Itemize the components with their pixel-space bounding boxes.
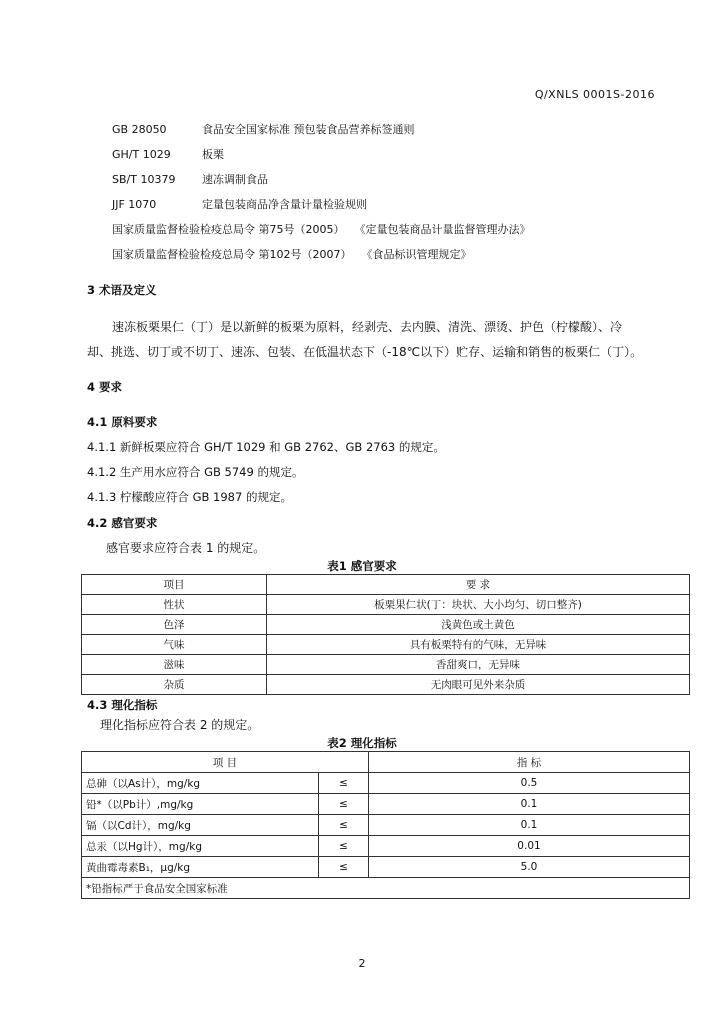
table-cell: 0.1	[369, 815, 690, 836]
table-cell: 香甜爽口，无异味	[267, 655, 690, 675]
table-header-cell: 项 目	[82, 752, 369, 773]
reference-title: 定量包装商品净含量计量检验规则	[202, 198, 367, 211]
table-cell: ≤	[319, 857, 369, 878]
table-row	[82, 675, 690, 695]
table-cell: 色泽	[82, 615, 267, 635]
table-cell: ≤	[319, 815, 369, 836]
document-code: Q/XNLS 0001S-2016	[534, 88, 655, 101]
table-row	[82, 595, 690, 615]
table-cell: 总砷（以As计），mg/kg	[82, 773, 319, 794]
requirement-item: 4.1.2 生产用水应符合 GB 5749 的规定。	[87, 465, 304, 479]
definition-paragraph-line: 速冻板栗果仁（丁）是以新鲜的板栗为原料，经剥壳、去内膜、清洗、漂烫、护色（柠檬酸）、冷	[112, 320, 623, 334]
table-cell: 性状	[82, 595, 267, 615]
table-cell: 黄曲霉毒素B₁，μg/kg	[82, 857, 319, 878]
section-heading: 4.3 理化指标	[87, 698, 158, 712]
reference-code: 国家质量监督检验检疫总局令 第75号（2005）	[112, 223, 345, 236]
table-cell: 0.01	[369, 836, 690, 857]
section-intro: 感官要求应符合表 1 的规定。	[106, 541, 266, 555]
table-cell: 无肉眼可见外来杂质	[267, 675, 690, 695]
table-cell: 5.0	[369, 857, 690, 878]
table-cell: 杂质	[82, 675, 267, 695]
table-caption: 表2 理化指标	[327, 736, 397, 750]
table-caption: 表1 感官要求	[327, 559, 397, 573]
reference-title: 食品安全国家标准 预包装食品营养标签通则	[202, 123, 415, 136]
table-cell: 总汞（以Hg计），mg/kg	[82, 836, 319, 857]
table-header-cell: 要 求	[267, 575, 690, 595]
reference-code: SB/T 10379	[112, 173, 176, 186]
table-cell: 具有板栗特有的气味，无异味	[267, 635, 690, 655]
section-heading: 3 术语及定义	[87, 283, 157, 297]
table-cell: 镉（以Cd计），mg/kg	[82, 815, 319, 836]
reference-line	[112, 146, 224, 162]
reference-line	[112, 121, 415, 137]
table-cell: 0.1	[369, 794, 690, 815]
table-row	[82, 794, 690, 815]
table-header-cell: 项目	[82, 575, 267, 595]
table-row	[82, 773, 690, 794]
table-header-cell: 指 标	[369, 752, 690, 773]
reference-title: 《定量包装商品计量监督管理办法》	[354, 223, 531, 236]
table-cell: 滋味	[82, 655, 267, 675]
section-heading: 4.2 感官要求	[87, 516, 158, 530]
physicochemical-indicators-table	[81, 751, 690, 899]
table-header-row	[82, 752, 690, 773]
table-cell: 浅黄色或土黄色	[267, 615, 690, 635]
table-header-row	[82, 575, 690, 595]
table-cell: ≤	[319, 836, 369, 857]
reference-line	[112, 171, 268, 187]
reference-title: 速冻调制食品	[202, 173, 268, 186]
table-row	[82, 635, 690, 655]
table-row	[82, 836, 690, 857]
sensory-requirements-table	[81, 574, 690, 695]
reference-title: 《食品标识管理规定》	[361, 248, 472, 261]
table-cell: ≤	[319, 773, 369, 794]
table-cell: 铅*（以Pb计）,mg/kg	[82, 794, 319, 815]
reference-code: 国家质量监督检验检疫总局令 第102号（2007）	[112, 248, 352, 261]
reference-line	[112, 196, 367, 212]
table-row	[82, 615, 690, 635]
table-note: *铅指标严于食品安全国家标准	[82, 878, 690, 899]
table-row	[82, 655, 690, 675]
table-row	[82, 815, 690, 836]
table-row	[82, 857, 690, 878]
table-cell: 气味	[82, 635, 267, 655]
reference-line	[112, 221, 531, 237]
reference-title: 板栗	[202, 148, 224, 161]
page-number: 2	[358, 957, 366, 970]
section-heading: 4.1 原料要求	[87, 415, 158, 429]
requirement-item: 4.1.3 柠檬酸应符合 GB 1987 的规定。	[87, 490, 292, 504]
table-cell: 板栗果仁状(丁：块状、大小均匀、切口整齐)	[267, 595, 690, 615]
table-cell: ≤	[319, 794, 369, 815]
reference-code: GB 28050	[112, 123, 167, 136]
reference-code: GH/T 1029	[112, 148, 171, 161]
table-cell: 0.5	[369, 773, 690, 794]
reference-line	[112, 246, 472, 262]
table-note-row	[82, 878, 690, 899]
definition-paragraph-line: 却、挑选、切丁或不切丁、速冻、包装、在低温状态下（-18℃以下）贮存、运输和销售的板栗仁（丁）。	[87, 345, 643, 359]
section-heading: 4 要求	[87, 380, 123, 394]
section-intro: 理化指标应符合表 2 的规定。	[100, 718, 260, 732]
requirement-item: 4.1.1 新鲜板栗应符合 GH/T 1029 和 GB 2762、GB 2763 的规定。	[87, 440, 445, 454]
reference-code: JJF 1070	[112, 198, 157, 211]
